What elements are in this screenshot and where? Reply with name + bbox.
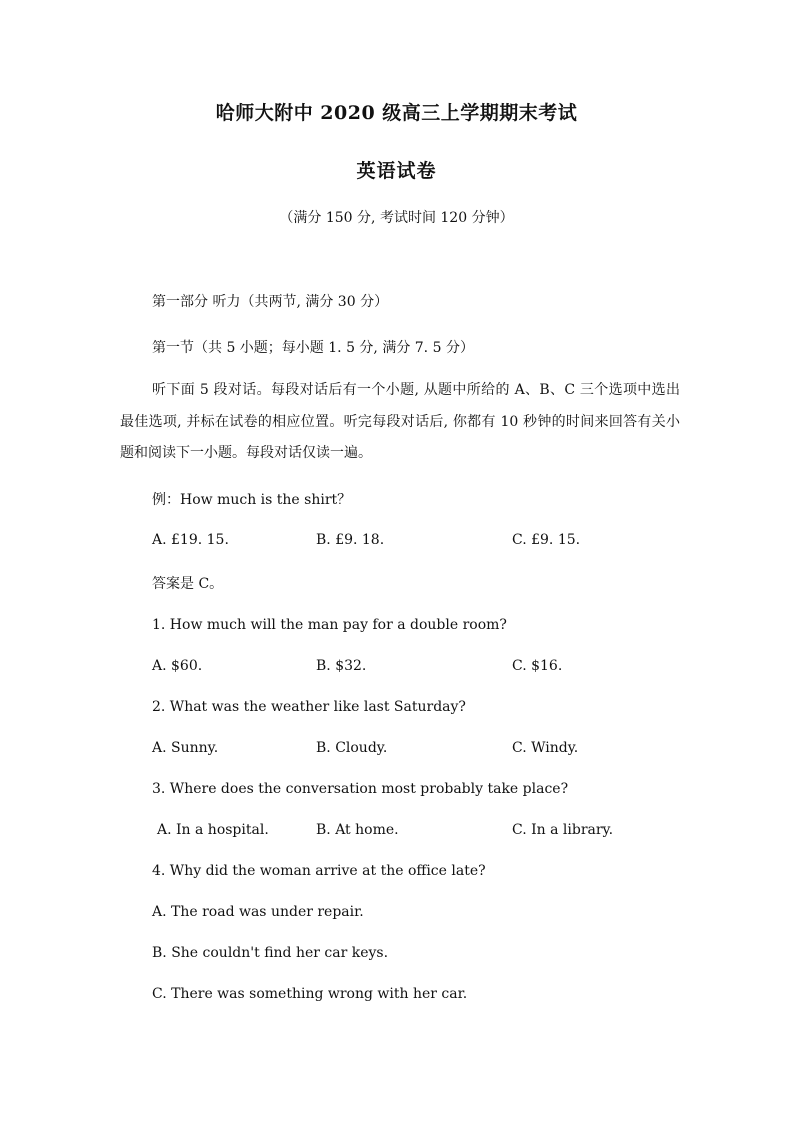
question-2-text: 2. What was the weather like last Saturday? xyxy=(152,699,466,715)
part-heading: 第一部分 听力（共两节, 满分 30 分） xyxy=(152,294,389,310)
example-question: 例：How much is the shirt？ xyxy=(152,492,352,508)
question-1-option-a: A. $60. xyxy=(152,658,203,674)
exam-score-time-note: （满分 150 分, 考试时间 120 分钟） xyxy=(279,210,514,226)
question-3-option-a: A. In a hospital. xyxy=(157,822,269,838)
exam-title: 哈师大附中 2020 级高三上学期期末考试 xyxy=(215,102,578,124)
question-2-option-b: B. Cloudy. xyxy=(316,740,388,756)
question-3-option-c: C. In a library. xyxy=(512,822,614,838)
question-4-option-b: B. She couldn't find her car keys. xyxy=(152,945,389,961)
question-4-text: 4. Why did the woman arrive at the office late? xyxy=(152,863,486,879)
question-4-option-c: C. There was something wrong with her car. xyxy=(152,986,468,1002)
question-2-option-c: C. Windy. xyxy=(512,740,579,756)
example-option-c: C. £9. 15. xyxy=(512,532,581,548)
subsection-heading: 第一节（共 5 小题；每小题 1. 5 分, 满分 7. 5 分） xyxy=(152,340,474,356)
example-answer: 答案是 C。 xyxy=(152,576,224,592)
question-3-text: 3. Where does the conversation most probably take place? xyxy=(152,781,569,797)
question-1-option-b: B. $32. xyxy=(316,658,367,674)
question-2-option-a: A. Sunny. xyxy=(152,740,219,756)
question-1-text: 1. How much will the man pay for a double room? xyxy=(152,617,507,633)
question-1-option-c: C. $16. xyxy=(512,658,563,674)
exam-subject: 英语试卷 xyxy=(356,160,437,182)
example-option-b: B. £9. 18. xyxy=(316,532,385,548)
question-3-option-b: B. At home. xyxy=(316,822,399,838)
question-4-option-a: A. The road was under repair. xyxy=(152,904,364,920)
example-option-a: A. £19. 15. xyxy=(152,532,229,548)
listening-instructions: 听下面 5 段对话。每段对话后有一个小题, 从题中所给的 A、B、C 三个选项中选出最佳选项, 并标在试卷的相应位置。听完每段对话后, 你都有 10 秒钟的时间来回答有关小题和阅读下一小题。每段对话仅读一遍。 xyxy=(120,382,680,461)
